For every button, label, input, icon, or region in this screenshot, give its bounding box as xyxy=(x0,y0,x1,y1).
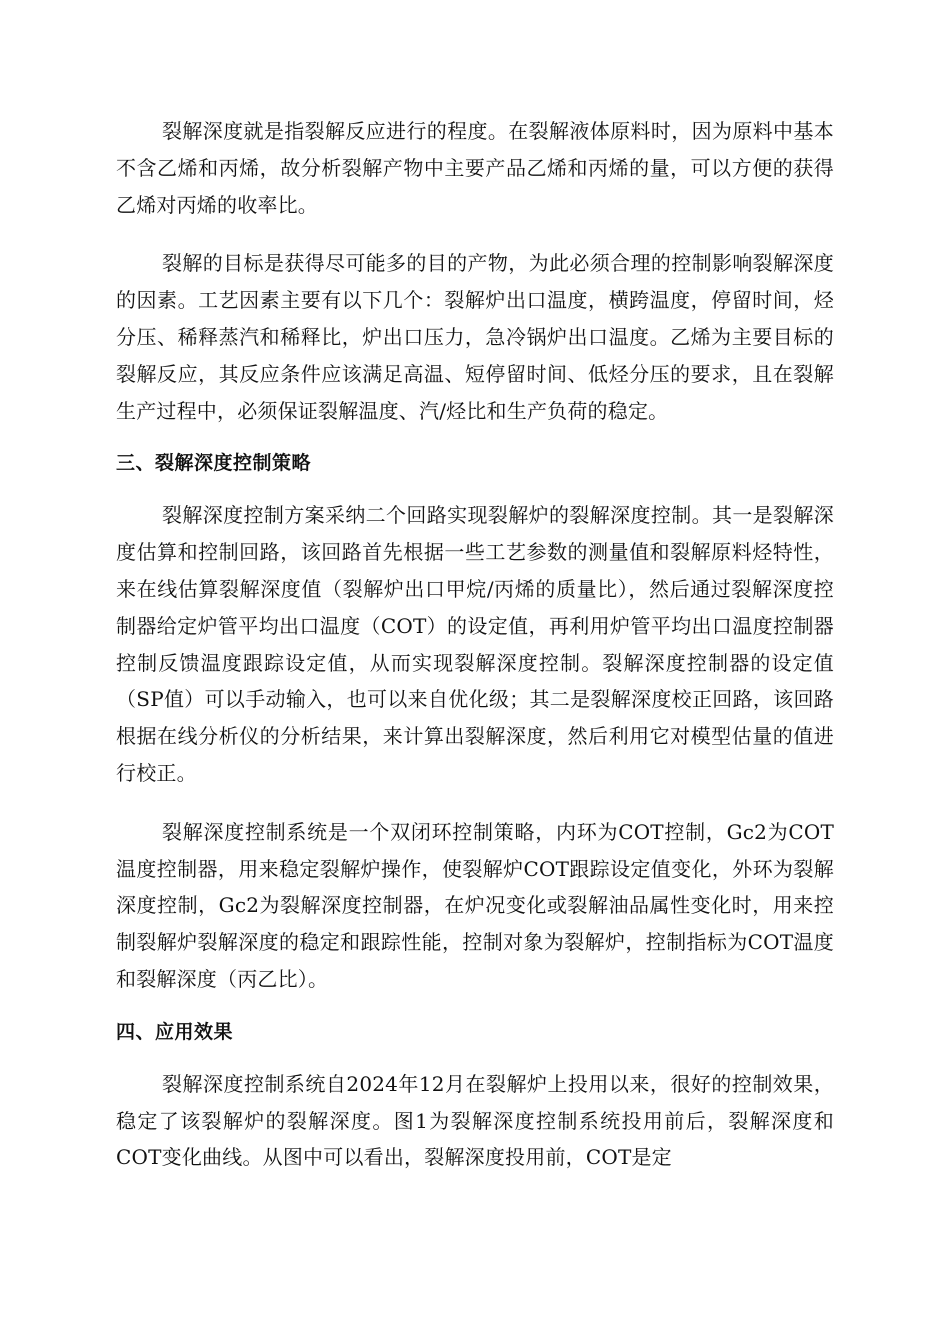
section-heading-control-strategy: 三、裂解深度控制策略 xyxy=(116,452,312,475)
paragraph-cracking-depth-definition: 裂解深度就是指裂解反应进行的程度。在裂解液体原料时，因为原料中基本不含乙烯和丙烯，故分析裂解产物中主要产品乙烯和丙烯的量，可以方便的获得乙烯对丙烯的收率比。 xyxy=(116,119,834,217)
section-heading-application-effect: 四、应用效果 xyxy=(116,1020,234,1043)
paragraph-control-loops: 裂解深度控制方案采纳二个回路实现裂解炉的裂解深度控制。其一是裂解深度估算和控制回路，该回路首先根据一些工艺参数的测量值和裂解原料烃特性，来在线估算裂解深度值（裂解炉出口甲烷/丙烯的质量比），然后通过裂解深度控制器给定炉管平均出口温度（COT）的设定值，再利用炉管平均出口温度控制器控制反馈温度跟踪设定值，从而实现裂解深度控制。裂解深度控制器的设定值（SP值）可以手动输入，也可以来自优化级；其二是裂解深度校正回路，该回路根据在线分析仪的分析结果，来计算出裂解深度，然后利用它对模型估量的值进行校正。 xyxy=(116,503,834,785)
paragraph-application-results: 裂解深度控制系统自2024年12月在裂解炉上投用以来，很好的控制效果，稳定了该裂解炉的裂解深度。图1为裂解深度控制系统投用前后，裂解深度和COT变化曲线。从图中可以看出，裂解深度投用前，COT是定 xyxy=(116,1071,834,1170)
document-page xyxy=(116,113,834,1176)
paragraph-double-closed-loop: 裂解深度控制系统是一个双闭环控制策略，内环为COT控制，Gc2为COT温度控制器，用来稳定裂解炉操作，使裂解炉COT跟踪设定值变化，外环为裂解深度控制，Gc2为裂解深度控制器，在炉况变化或裂解油品属性变化时，用来控制裂解炉裂解深度的稳定和跟踪性能，控制对象为裂解炉，控制指标为COT温度和裂解深度（丙乙比）。 xyxy=(116,819,834,991)
paragraph-cracking-factors: 裂解的目标是获得尽可能多的目的产物，为此必须合理的控制影响裂解深度的因素。工艺因素主要有以下几个：裂解炉出口温度，横跨温度，停留时间，烃分压、稀释蒸汽和稀释比，炉出口压力，急冷锅炉出口温度。乙烯为主要目标的裂解反应，其反应条件应该满足高温、短停留时间、低烃分压的要求，且在裂解生产过程中，必须保证裂解温度、汽/烃比和生产负荷的稳定。 xyxy=(116,251,834,423)
